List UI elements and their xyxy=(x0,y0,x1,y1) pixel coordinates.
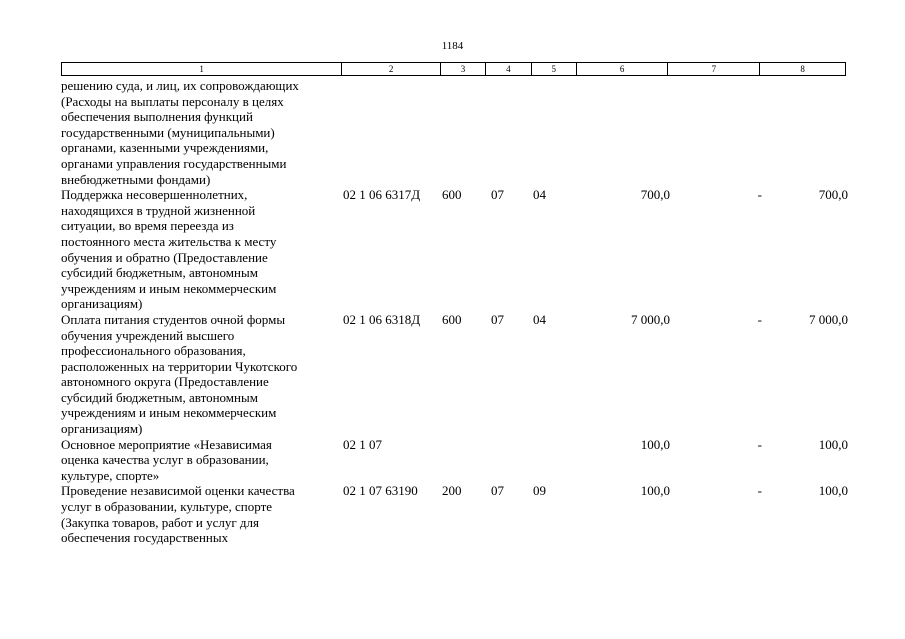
row-dash: - xyxy=(757,436,762,452)
row-description xyxy=(61,312,343,437)
table-body xyxy=(61,78,861,546)
row-sum: 100,0 xyxy=(640,436,670,452)
description-line: организациям) xyxy=(61,421,143,437)
table-row xyxy=(61,483,861,545)
row-vr: 600 xyxy=(442,187,462,203)
row-sum: 700,0 xyxy=(640,187,670,203)
row-description xyxy=(61,483,343,545)
description-line: Основное мероприятие «Независимая xyxy=(61,436,272,452)
description-line: внебюджетными фондами) xyxy=(61,171,211,187)
header-col-7: 7 xyxy=(668,63,760,75)
header-col-5: 5 xyxy=(532,63,577,75)
row-description xyxy=(61,78,343,187)
row-rz: 07 xyxy=(491,187,504,203)
description-line: услуг в образовании, культуре, спорте xyxy=(61,499,273,515)
description-line: организациям) xyxy=(61,296,143,312)
row-code: 02 1 06 6317Д xyxy=(343,187,421,203)
description-line: обеспечения государственных xyxy=(61,530,229,546)
description-line: обучения учреждений высшего xyxy=(61,327,235,343)
row-pr: 04 xyxy=(533,311,546,327)
description-line: постоянного места жительства к месту xyxy=(61,233,277,249)
description-line: субсидий бюджетным, автономным xyxy=(61,389,258,405)
table-row xyxy=(61,312,861,437)
row-total: 7 000,0 xyxy=(809,311,848,327)
table-header xyxy=(61,62,846,76)
description-line: Оплата питания студентов очной формы xyxy=(61,311,286,327)
row-dash: - xyxy=(757,483,762,499)
description-line: органами, казенными учреждениями, xyxy=(61,140,269,156)
row-sum xyxy=(578,78,670,187)
row-dash: - xyxy=(757,311,762,327)
header-col-1: 1 xyxy=(62,63,342,75)
description-line: автономного округа (Предоставление xyxy=(61,374,269,390)
row-dash: - xyxy=(757,187,762,203)
description-line: решению суда, и лиц, их сопровождающих xyxy=(61,78,299,93)
description-line: находящихся в трудной жизненной xyxy=(61,202,256,218)
header-col-2: 2 xyxy=(342,63,441,75)
description-line: расположенных на территории Чукотского xyxy=(61,358,298,374)
row-total xyxy=(762,78,848,187)
row-pr xyxy=(533,78,578,187)
row-vr: 200 xyxy=(442,483,462,499)
row-rz xyxy=(487,78,533,187)
header-col-3: 3 xyxy=(441,63,486,75)
description-line: оценка качества услуг в образовании, xyxy=(61,452,269,468)
row-code xyxy=(343,78,442,187)
description-line: ситуации, во время переезда из xyxy=(61,218,234,234)
description-line: органами управления государственными xyxy=(61,155,287,171)
description-line: учреждениям и иным некоммерческим xyxy=(61,280,277,296)
table-row xyxy=(61,187,861,312)
row-total: 700,0 xyxy=(818,187,848,203)
page-number: 1184 xyxy=(441,40,464,52)
row-description xyxy=(61,437,343,484)
row-rz xyxy=(487,437,533,484)
description-line: Проведение независимой оценки качества xyxy=(61,483,295,499)
description-line: государственными (муниципальными) xyxy=(61,124,275,140)
description-line: культуре, спорте» xyxy=(61,467,160,483)
row-vr xyxy=(442,437,487,484)
description-line: Поддержка несовершеннолетних, xyxy=(61,187,248,203)
row-vr: 600 xyxy=(442,311,462,327)
row-code: 02 1 07 xyxy=(343,436,382,452)
description-line: обучения и обратно (Предоставление xyxy=(61,249,268,265)
description-line: профессионального образования, xyxy=(61,343,246,359)
row-description xyxy=(61,187,343,312)
row-code: 02 1 07 63190 xyxy=(343,483,418,499)
row-vr xyxy=(442,78,487,187)
row-pr: 04 xyxy=(533,187,546,203)
row-rz: 07 xyxy=(491,483,504,499)
header-col-4: 4 xyxy=(486,63,532,75)
table-row xyxy=(61,78,861,187)
row-total: 100,0 xyxy=(818,483,848,499)
description-line: субсидий бюджетным, автономным xyxy=(61,265,258,281)
row-dash xyxy=(670,78,762,187)
row-total: 100,0 xyxy=(818,436,848,452)
row-sum: 7 000,0 xyxy=(631,311,670,327)
description-line: (Закупка товаров, работ и услуг для xyxy=(61,514,259,530)
row-pr xyxy=(533,437,578,484)
row-rz: 07 xyxy=(491,311,504,327)
table-row xyxy=(61,437,861,484)
row-pr: 09 xyxy=(533,483,546,499)
row-sum: 100,0 xyxy=(640,483,670,499)
row-code: 02 1 06 6318Д xyxy=(343,311,421,327)
header-col-6: 6 xyxy=(577,63,669,75)
description-line: обеспечения выполнения функций xyxy=(61,109,253,125)
description-line: учреждениям и иным некоммерческим xyxy=(61,405,277,421)
description-line: (Расходы на выплаты персоналу в целях xyxy=(61,93,284,109)
header-col-8: 8 xyxy=(800,64,805,74)
